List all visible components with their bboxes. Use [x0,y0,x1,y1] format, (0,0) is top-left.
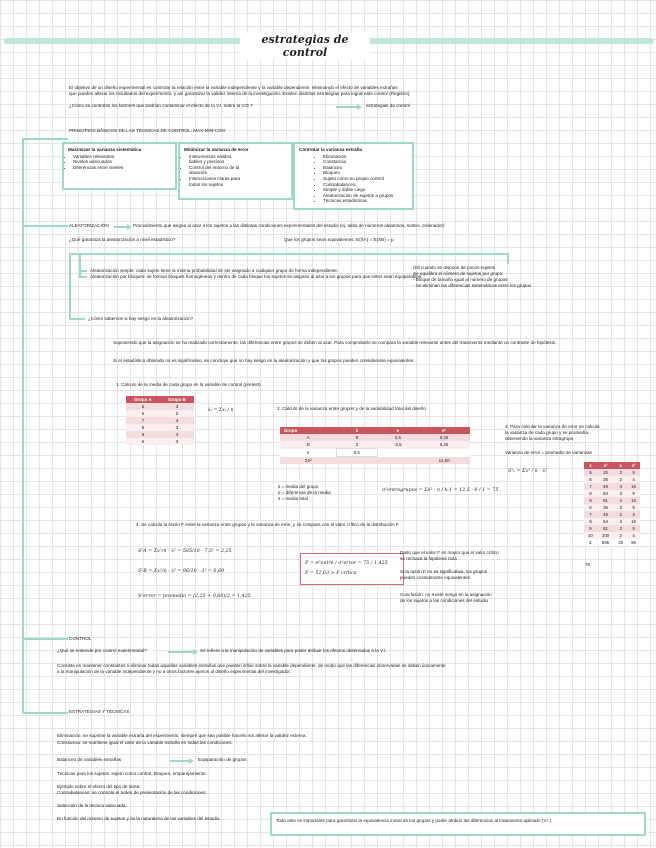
table-cuadrados [584,462,640,546]
box-minimizar-head: Minimizar la varianza de error [184,147,249,152]
box-controlar-item: • Aleatorización de sujetos a grupos [323,193,412,199]
table-cuadrados-cell: 8 [589,519,592,524]
table-cuadrados-cell: 3 [619,491,622,496]
table-cuadrados-cell: 16 [631,498,636,503]
box-controlar-item: • Bloqueo [323,170,412,176]
formula-varianza-b: S²B = Σx²/n - x̄² = 96/10 - 3² = 0,60 [138,569,225,574]
box-maximizar-item: • Variables relevantes [73,154,175,160]
estrategias-item-seleccion: Selección de la técnica adecuada: [57,803,127,808]
control-paragraph-1: Consiste en mantener constantes o eliminar todas aquellas variables extrañas que pueden influir sobre la variable dependiente, de modo que las diferencias observadas se deban únicamente [57,663,446,668]
formula-varianza-error: S²error = promedio = (2,25 + 0,60)/2 = 1,425 [138,594,251,599]
title-bar-right [366,38,654,44]
aleatorizacion-simple: Aleatorización simple: cada sujeto tiene la misma probabilidad de ser asignado a cualquier grupo de forma independiente. [90,268,339,273]
table-cuadrados-cell: 9 [589,526,592,531]
table-varianza-cell: 2,5 [394,435,401,440]
box-minimizar-item: • Instrumentos válidos, [189,154,291,160]
estrategias-item-funcion: En función del número de sujetos y de la naturaleza de las variables del estudio. [57,816,221,821]
formula-varianza-entre: σ²entregrupos = Σe² · n / k-1 = 12,5 · 6 / 1 = 75 [382,488,499,493]
right-note-conclusion-2: se rechaza la hipótesis nula [400,556,457,561]
table-varianza-cell: -2,5 [394,442,402,448]
sesgo-paragraph-1: Suponiendo que la asignación se ha realizado correctamente, las diferencias entre grupos se deben al azar. Para comprobarlo se compara la variable relevante antes del tratamiento mediante un contraste de hipótesis. [113,340,557,345]
right-note-1: 3. Para calcular la varianza de error se calcula [505,424,600,429]
table-varianza-header: e² [419,427,470,434]
table-grupos-cell: 6 [141,411,145,416]
table-varianza-cell: Σe² [304,457,312,463]
table-cuadrados-sum-first: 75 [585,562,591,567]
table-varianza-header: x̄ [337,427,377,434]
right-note-4: Varianza de error = promedio de varianzas [505,450,592,455]
estrategias-label: ESTRATEGIAS Y TÉCNICAS [69,709,130,714]
aleatorizacion-note-4: - Se eliminan las diferencias sistemáticas entre los grupos [413,283,532,288]
page-title: estrategias de control [240,33,370,59]
control-paragraph-2: a la manipulación de la variable independiente y no a otros factores ajenos al diseño experimental del investigador. [57,669,291,674]
table-cuadrados-cell: 81 [603,526,608,531]
right-note-conclusion-5: Conclusión: no existe sesgo en la asignación [400,592,492,597]
box-minimizar-item: fiables y precisos [189,159,225,165]
table-cuadrados-cell: 36 [603,505,608,510]
table-cuadrados-cell: 7 [589,512,592,517]
table-grupos-cell: 9 [141,432,145,437]
intro-paragraph-2: que pueden alterar los resultados del experimento, y así garantizar la validez interna de la investigación. Existen distintas estrategias para lograr este control (Registro). [69,91,411,96]
table-grupos-cell: 3 [175,439,179,444]
table-varianza-header: e [377,427,419,434]
table-cuadrados-header: x [614,462,627,469]
estrategias-arrow [170,760,190,762]
estrategias-summary-box [270,812,646,836]
estrategias-item-equiparacion: Equiparación de grupos [198,757,247,762]
aleatorizacion-question: ¿Qué garantiza la aleatorización a nivel estadístico? [69,237,176,242]
table-grupos-cell: 4 [175,432,179,437]
intro-answer: estrategias de control [366,103,410,108]
intro-arrow [336,106,358,108]
timeline-branch-aleatorizacion [22,225,68,227]
table-varianza-cell: 6,25 [439,442,449,448]
table-grupos [126,396,194,445]
table-cuadrados-cell: 4 [632,533,635,538]
estrategias-item-sujetos: Técnicas para los sujetos: sujeto como control, bloqueo, emparejamiento. [57,771,207,776]
table-cuadrados-cell: 9 [589,498,592,503]
table-grupos-cell: 4 [175,418,179,423]
principios-heading: PRINCIPIOS BÁSICOS DE LAS TÉCNICAS DE CONTROL: MAX-MIN-CON [69,128,225,133]
table-cuadrados-cell: 8 [589,491,592,496]
estrategias-item-balanceo: Balanceo de variables extrañas [57,757,122,762]
box-minimizar-item: • Control del entorno de la [189,165,291,171]
table-cuadrados-sum: 585 [601,540,610,545]
box-controlar-item: • Técnicas estadísticas [323,198,412,204]
formula-razon-f: F = σ²entre / σ²error = 75 / 1,425 [305,561,388,566]
table-cuadrados-sum-label: Σ [589,540,592,545]
table-varianza-cell [377,457,419,465]
box-controlar-item: • Contrabalanceo [323,182,412,188]
table-cuadrados-cell: 3 [619,526,622,531]
table-cuadrados-cell: 9 [632,470,635,475]
aleatorizacion-note-3: - Bloque de tamaño igual al número de grupos [413,277,508,282]
box-maximizar-head: Maximizar la varianza sistemática [68,147,142,152]
table-cuadrados-cell: 64 [603,491,608,496]
sesgo-paragraph-2: Si el estadístico obtenido no es significativo, se concluye que no hay sesgo en la aleatorización y que los grupos pueden considerarse equivalentes. [113,358,415,363]
intro-paragraph-1: El objetivo de un diseño experimental es controlar la relación entre la variable independiente y la variable dependiente, eliminando el efecto de variables extrañas [69,85,398,90]
table-varianza-cell: 12,50 [438,457,450,463]
table-cuadrados-cell: 100 [601,533,610,538]
table-grupos-cell: 8 [141,425,145,430]
principios-box-minimizar [178,142,293,200]
right-note-2: la varianza de cada grupo y se promedia, [505,430,590,435]
formula-media: x̄ᵢ = Σxᵢ / n [208,408,234,413]
box-controlar-item: • Balanceo [323,165,412,171]
aleatorizacion-bloques: Aleatorización por bloques: se forman bloques homogéneos y dentro de cada bloque los sujetos se asignan al azar a los grupos para que estos sean equiparables. [90,274,423,279]
table-grupos-cell: 3 [175,404,179,409]
sesgo-question: ¿Cómo sabemos si hay sesgo en la aleatorización? [88,316,194,321]
table-cuadrados-cell: 9 [632,491,635,496]
table-varianza-cell: 6,25 [439,435,449,440]
table-cuadrados-cell: 3 [619,505,622,510]
right-note-conclusion-4: pueden considerarse equivalentes. [400,575,472,580]
table-cuadrados-cell: 36 [603,477,608,482]
aleatorizacion-question-answer: Que los grupos sean equivalentes: E(X̄A) = E(X̄B) = μ [284,237,394,242]
table-varianza-entre [280,427,470,464]
step-4: 4. Se calcula la razón F entre la varianza entre grupos y la varianza de error, y se compara con el valor crítico de la distribución F [136,522,399,527]
aleatorizacion-b-tick [79,276,87,278]
formula-varianza-a: S²A = Σx²/n - x̄² = 585/10 - 7,5² = 2,25 [138,549,232,554]
table-cuadrados-cell: 49 [603,512,608,517]
aleatorizacion-arrow [114,226,128,228]
table-cuadrados-cell: 4 [619,498,622,503]
table-grupos-cell: 6 [141,439,145,444]
timeline-branch-control [22,638,68,640]
timeline-branch-estrategias [22,712,68,714]
aleatorizacion-note-2: Se equilibra el número de sujetos por grupo: [413,271,504,276]
table-cuadrados-sum: 30 [618,540,624,545]
table-cuadrados-sum: 96 [631,540,636,545]
intro-question: ¿Cómo se controlan los factores que podrían contaminar el efecto de la V.I. sobre la V.D.? [69,103,253,108]
aleatorizacion-note-connector [507,253,509,264]
control-arrow [168,651,194,653]
table-varianza-cell [377,449,419,457]
table-grupos-cell: 5 [141,404,145,409]
aleatorizacion-top-line [69,253,509,255]
table-varianza-cell: 5,5 [337,449,377,457]
step-2: 2. Cálculo de la varianza entre grupos y de la variabilidad total del diseño [277,406,426,411]
aleatorizacion-branch-line [69,253,71,319]
table-cuadrados-cell: 9 [632,526,635,531]
estrategias-item-eliminacion: Eliminación: se suprime la variable extraña del experimento, siempre que sea posible hacerlo sin alterar la validez externa. [57,733,307,738]
estrategias-summary-text: Todo esto es importante para garantizar la equivalencia inicial de los grupos y poder atribuir las diferencias al tratamiento aplicado (V.I.) [276,818,552,823]
principios-box-controlar [293,142,414,210]
table-cuadrados-cell: 3 [619,470,622,475]
table-cuadrados-cell: 64 [603,519,608,524]
legend-line-2: e = diferencia de la media [278,490,331,495]
table-cuadrados-cell: 10 [587,533,593,538]
formula-varianza-grupo: S²ₓ = Σx² / n - x̄² [508,469,548,474]
table-cuadrados-cell: 49 [603,484,608,489]
principios-box-maximizar [62,142,177,190]
table-grupos-cell: 2 [175,411,179,416]
table-cuadrados-cell: 2 [619,512,622,517]
table-varianza-cell: 8 [355,435,359,440]
estrategias-item-contrabalanceo: Contrabalanceo: se controla el orden de presentación de las condiciones. [57,790,207,795]
control-question: ¿Qué se entiende por control experimental? [57,648,147,653]
control-label: CONTROL [69,636,92,641]
table-cuadrados-cell: 25 [603,470,608,475]
sesgo-branch-line [69,318,85,320]
table-cuadrados-cell: 6 [589,477,592,482]
table-cuadrados-cell: 16 [631,484,636,489]
right-note-conclusion-3: Si la razón F no es significativa, los grupos [400,569,488,574]
table-varianza-cell [337,457,377,465]
aleatorizacion-desc: Procedimiento que asigna al azar a los sujetos a las distintas condiciones experimentales del estudio (ej. tabla de números aleatorios, sorteo, ordenador) [133,223,445,228]
table-cuadrados-cell: 4 [632,477,635,482]
box-maximizar-item: • Niveles adecuados [73,159,175,165]
control-answer: Se refiere a la manipulación de variables para poder atribuir los efectos observados a la V.I. [200,648,387,653]
table-cuadrados-cell: 2 [619,533,622,538]
right-note-conclusion-6: de los sujetos a las condiciones del estudio [400,598,489,603]
table-cuadrados-header: x [584,462,597,469]
table-varianza-cell [419,449,470,457]
table-varianza-cell: 3 [355,442,359,447]
table-varianza-header: Grupo [280,427,337,434]
formula-razon-f-result: F = 52,63 > F crítica [305,571,357,576]
table-grupos-cell: 7 [141,418,145,423]
box-controlar-head: Controlar la varianza extraña [299,147,363,152]
box-controlar-item: • Constancia [323,159,412,165]
right-note-conclusion-1: Dado que el valor F es mayor que el valor crítico [400,550,499,555]
box-maximizar-item: • Diferencias entre niveles [73,165,175,171]
aleatorizacion-note-1: Útil cuando se dispone de pocos sujetos [413,265,496,270]
table-grupos-header: Grupo A [126,396,160,403]
title-bar-left [4,38,248,44]
table-cuadrados-header: x² [627,462,640,469]
timeline-branch-principios [22,138,68,140]
aleatorizacion-ab-connector [79,253,81,277]
table-cuadrados-cell: 7 [589,484,592,489]
table-varianza-cell: A [306,435,310,440]
table-cuadrados-cell: 5 [589,470,592,475]
box-controlar-item: • Eliminación [323,154,412,160]
estrategias-item-constancia: Constancia: se mantiene igual el valor de la variable extraña en todas las condiciones. [57,740,233,745]
box-minimizar-item: • Instrucciones claras para [189,176,291,182]
box-controlar-item: • Sujeto como su propio control [323,176,412,182]
estrategias-item-ejemplo: Ejemplo sobre el efecto del tipo de tarea: [57,784,141,789]
table-cuadrados-cell: 4 [619,484,622,489]
table-cuadrados-cell: 4 [619,519,622,524]
box-minimizar-item: todos los sujetos [189,181,224,187]
box-controlar-item: • Simple y doble ciego [323,187,412,193]
table-cuadrados-cell: 16 [631,519,636,524]
table-cuadrados-cell: 6 [589,505,592,510]
step-1: 1. Cálculo de la media de cada grupo en la variable de control (pretest). [116,382,262,387]
table-cuadrados-cell: 4 [632,512,635,517]
aleatorizacion-label: ALEATORIZACIÓN [69,223,109,228]
table-cuadrados-header: x² [597,462,614,469]
aleatorizacion-a-tick [79,270,87,272]
legend-line-3: x̄ = media total [278,496,309,501]
table-cuadrados-cell: 81 [603,498,608,503]
legend-line-1: x̄ = media del grupo [278,484,319,489]
right-note-3: obteniendo la varianza intragrupo. [505,436,575,441]
table-cuadrados-cell: 2 [619,477,622,482]
table-varianza-cell: B [306,442,310,448]
table-cuadrados-cell: 9 [632,505,635,510]
table-varianza-cell: x̄ [306,450,310,455]
table-grupos-cell: 3 [175,425,179,430]
table-grupos-header: Grupo B [160,396,194,403]
formula-razon-f-box [300,553,404,585]
box-minimizar-item: situación [189,170,208,176]
